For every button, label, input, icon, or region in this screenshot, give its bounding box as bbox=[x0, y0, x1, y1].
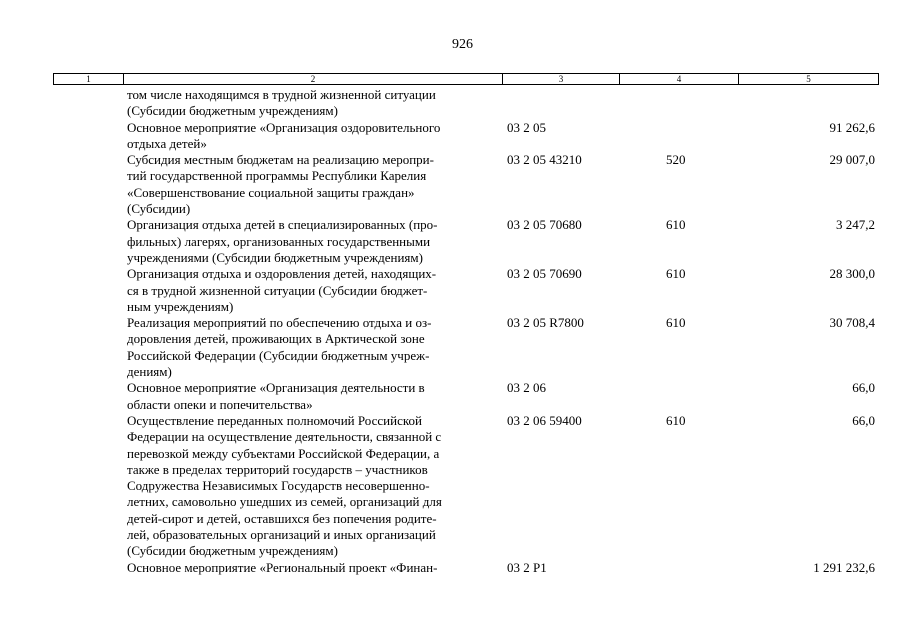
description-line: Субсидия местным бюджетам на реализацию меропри- bbox=[127, 152, 434, 168]
column-header-3: 3 bbox=[503, 74, 620, 84]
row-code: 03 2 05 70690 bbox=[507, 266, 582, 282]
description-line: учреждениями (Субсидии бюджетным учреждениям) bbox=[127, 249, 423, 265]
row-amount: 30 708,4 bbox=[829, 315, 875, 331]
row-expense-type: 610 bbox=[666, 217, 686, 233]
description-line: Организация отдыха детей в специализированных (про- bbox=[127, 217, 438, 233]
description-line: лей, образовательных организаций и иных организаций bbox=[127, 527, 436, 543]
description-line: ся в трудной жизненной ситуации (Субсидии бюджет- bbox=[127, 282, 428, 298]
description-line: области опеки и попечительства» bbox=[127, 396, 313, 412]
row-description bbox=[127, 87, 495, 120]
description-line: тий государственной программы Республики Карелия bbox=[127, 168, 427, 184]
row-amount: 1 291 232,6 bbox=[813, 559, 875, 575]
row-code: 03 2 06 59400 bbox=[507, 412, 582, 428]
description-line: доровления детей, проживающих в Арктической зоне bbox=[127, 331, 425, 347]
page-number: 926 bbox=[452, 37, 473, 52]
row-amount: 29 007,0 bbox=[829, 152, 875, 168]
row-code: 03 2 06 bbox=[507, 380, 546, 396]
table-header bbox=[53, 73, 879, 85]
row-amount: 66,0 bbox=[852, 412, 875, 428]
column-header-4: 4 bbox=[620, 74, 739, 84]
description-line: Содружества Независимых Государств несовершенно- bbox=[127, 478, 430, 494]
row-description bbox=[127, 152, 495, 217]
table-row bbox=[0, 266, 905, 315]
description-line: Основное мероприятие «Организация деятельности в bbox=[127, 380, 425, 396]
description-line: летних, самовольно ушедших из семей, организаций для bbox=[127, 494, 442, 510]
row-expense-type: 520 bbox=[666, 152, 686, 168]
row-amount: 91 262,6 bbox=[829, 119, 875, 135]
row-expense-type: 610 bbox=[666, 412, 686, 428]
table-row bbox=[0, 315, 905, 380]
table-row bbox=[0, 87, 905, 120]
column-header-2: 2 bbox=[124, 74, 503, 84]
table-row bbox=[0, 120, 905, 153]
row-amount: 3 247,2 bbox=[836, 217, 875, 233]
row-code: 03 2 05 R7800 bbox=[507, 315, 584, 331]
column-header-5: 5 bbox=[806, 74, 811, 84]
description-line: Основное мероприятие «Организация оздоровительного bbox=[127, 119, 441, 135]
description-line: Основное мероприятие «Региональный проект «Финан- bbox=[127, 559, 438, 575]
description-line: фильных) лагерях, организованных государственными bbox=[127, 233, 431, 249]
row-description bbox=[127, 380, 495, 413]
table-row bbox=[0, 413, 905, 560]
row-description bbox=[127, 120, 495, 153]
table-row bbox=[0, 217, 905, 266]
description-line: отдыха детей» bbox=[127, 135, 207, 151]
description-line: Организация отдыха и оздоровления детей, находящих- bbox=[127, 266, 437, 282]
row-amount: 66,0 bbox=[852, 380, 875, 396]
description-line: (Субсидии бюджетным учреждениям) bbox=[127, 543, 338, 559]
description-line: Российской Федерации (Субсидии бюджетным учреж- bbox=[127, 347, 430, 363]
description-line: Федерации на осуществление деятельности, связанной с bbox=[127, 429, 442, 445]
row-code: 03 2 05 43210 bbox=[507, 152, 582, 168]
row-description bbox=[127, 217, 495, 266]
table-row bbox=[0, 560, 905, 576]
table-body bbox=[0, 87, 905, 576]
description-line: Осуществление переданных полномочий Российской bbox=[127, 412, 422, 428]
row-code: 03 2 P1 bbox=[507, 559, 547, 575]
description-line: «Совершенствование социальной защиты граждан» bbox=[127, 184, 415, 200]
table-row bbox=[0, 152, 905, 217]
row-amount: 28 300,0 bbox=[829, 266, 875, 282]
row-expense-type: 610 bbox=[666, 266, 686, 282]
row-code: 03 2 05 70680 bbox=[507, 217, 582, 233]
table-row bbox=[0, 380, 905, 413]
row-description bbox=[127, 413, 495, 560]
row-code: 03 2 05 bbox=[507, 119, 546, 135]
description-line: (Субсидии) bbox=[127, 201, 191, 217]
row-description bbox=[127, 266, 495, 315]
description-line: детей-сирот и детей, оставшихся без попечения родите- bbox=[127, 510, 437, 526]
description-line: ным учреждениям) bbox=[127, 298, 234, 314]
description-line: также в пределах территорий государств – участников bbox=[127, 461, 428, 477]
row-description bbox=[127, 315, 495, 380]
description-line: дениям) bbox=[127, 364, 172, 380]
row-expense-type: 610 bbox=[666, 315, 686, 331]
description-line: Реализация мероприятий по обеспечению отдыха и оз- bbox=[127, 315, 432, 331]
column-header-1: 1 bbox=[54, 74, 124, 84]
description-line: (Субсидии бюджетным учреждениям) bbox=[127, 103, 338, 119]
row-description bbox=[127, 560, 495, 576]
description-line: том числе находящимся в трудной жизненной ситуации bbox=[127, 87, 436, 102]
description-line: перевозкой между субъектами Российской Федерации, а bbox=[127, 445, 440, 461]
